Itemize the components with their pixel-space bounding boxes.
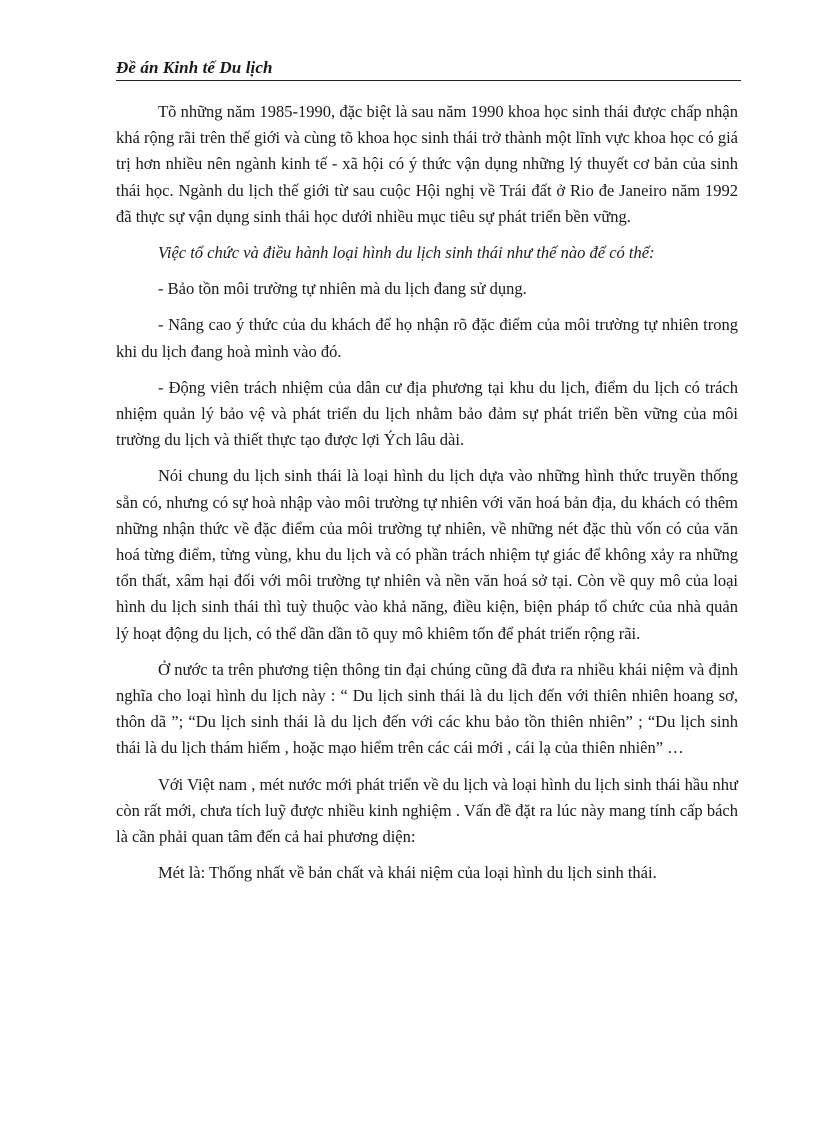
paragraph-first-point: Mét là: Thống nhất về bản chất và khái niệm của loại hình du lịch sinh thái. — [158, 863, 657, 883]
paragraph-question: Việc tổ chức và điều hành loại hình du lịch sinh thái như thế nào để có thể: — [158, 243, 655, 263]
document-body — [116, 99, 738, 896]
page-header — [116, 58, 741, 81]
header-title: Đề án Kinh tế Du lịch — [116, 58, 273, 77]
paragraph-bullet-2: - Nâng cao ý thức của du khách để họ nhận rõ đặc điểm của môi trường tự nhiên trong khi du lịch đang hoà mình vào đó. — [116, 315, 738, 361]
paragraph-bullet-3: - Động viên trách nhiệm của dân cư địa phương tại khu du lịch, điểm du lịch có trách nhiệm quản lý bảo vệ và phát triển du lịch nhằm bảo đảm sự phát triển bền vững của môi trường du lịch và thiết thực tạo được lợi Ých lâu dài. — [116, 377, 738, 450]
paragraph-bullet-1: - Bảo tồn môi trường tự nhiên mà du lịch đang sử dụng. — [158, 279, 527, 299]
paragraph-vietnam: Với Việt nam , mét nước mới phát triển về du lịch và loại hình du lịch sinh thái hầu như còn rất mới, chưa tích luỹ được nhiều kinh nghiệm . Vấn đề đặt ra lúc này mang tính cấp bách là cần phải quan tâm đến cả hai phương diện: — [116, 774, 738, 847]
paragraph-definitions: Ở nước ta trên phương tiện thông tin đại chúng cũng đã đưa ra nhiều khái niệm và định nghĩa cho loại hình du lịch này : “ Du lịch sinh thái là du lịch đến với thiên nhiên hoang sơ, thôn dã ”; “Du lịch sinh thái là du lịch đến với các khu bảo tồn thiên nhiên” ; “Du lịch sinh thái là du lịch thám hiểm , hoặc mạo hiểm trên các cái mới , cái lạ của thiên nhiên” … — [116, 659, 738, 758]
paragraph-general: Nói chung du lịch sinh thái là loại hình du lịch dựa vào những hình thức truyền thống sẵn có, nhưng có sự hoà nhập vào môi trường tự nhiên với văn hoá bản địa, du khách có thêm những nhận thức về đặc điểm của môi trường tự nhiên, về những nét đặc thù vốn có của văn hoá từng điểm, từng vùng, khu du lịch và có phần trách nhiệm tự giác để không xảy ra những tổn thất, xâm hại đối với môi trường tự nhiên và nền văn hoá sở tại. Còn về quy mô của loại hình du lịch sinh thái thì tuỳ thuộc vào khả năng, điều kiện, biện pháp tổ chức của nhà quản lý hoạt động du lịch, có thể dần dần tõ quy mô khiêm tốn để phát triển rộng rãi. — [116, 466, 738, 643]
paragraph-history: Tõ những năm 1985-1990, đặc biệt là sau năm 1990 khoa học sinh thái được chấp nhận khá rộng rãi trên thế giới và cùng tõ khoa học sinh thái trở thành một lĩnh vực khoa học có giá trị hơn nhiều nên ngành kinh tế - xã hội có ý thức vận dụng những lý thuyết cơ bản của sinh thái học. Ngành du lịch thế giới từ sau cuộc Hội nghị về Trái đất ở Rio đe Janeiro năm 1992 đã thực sự vận dụng sinh thái học dưới nhiều mục tiêu sự phát triển bền vững. — [116, 102, 738, 226]
